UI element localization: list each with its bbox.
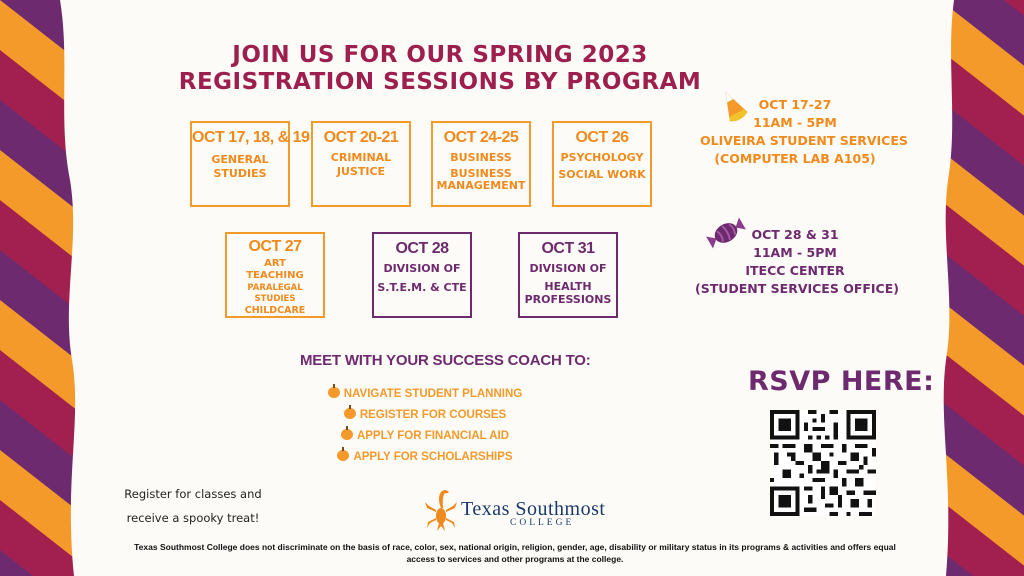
- disclaimer: Texas Southmost College does not discriminate on the basis of race, color, sex, national origin, religion, gender, age, disability or military status in its programs & activities and offers equal access to services and other programs at the college.: [134, 542, 896, 564]
- program-line: HEALTH: [544, 280, 592, 293]
- program-date: OCT 20-21: [323, 129, 399, 146]
- scorpion-logo-icon: [423, 486, 459, 532]
- program-line: SOCIAL WORK: [558, 168, 646, 181]
- logo-text: Texas Southmost: [461, 498, 606, 520]
- pumpkin-icon: [341, 429, 353, 440]
- headline: [160, 42, 720, 96]
- session-time: 11AM - 5PM: [753, 115, 837, 130]
- program-box-psychology: [552, 121, 652, 207]
- coach-list: [310, 384, 540, 468]
- program-line: PARALEGAL STUDIES: [247, 283, 303, 304]
- coach-item: APPLY FOR SCHOLARSHIPS: [310, 447, 540, 468]
- session-info-1: [700, 96, 908, 168]
- program-line: DIVISION OF: [383, 262, 461, 275]
- program-line: PROFESSIONS: [524, 293, 612, 306]
- pumpkin-icon: [344, 408, 356, 419]
- program-line: TEACHING: [246, 270, 304, 281]
- program-box-business: [431, 121, 531, 207]
- rsvp-heading: RSVP HERE:: [748, 366, 935, 397]
- program-line: BUSINESS: [450, 151, 512, 164]
- program-date: OCT 28: [395, 240, 449, 257]
- coach-item: NAVIGATE STUDENT PLANNING: [310, 384, 540, 405]
- program-line: CRIMINAL: [330, 151, 392, 164]
- session-info-2: [695, 226, 899, 298]
- coach-title: MEET WITH YOUR SUCCESS COACH TO:: [300, 352, 591, 369]
- treat-line-2: receive a spooky treat!: [126, 511, 260, 525]
- pumpkin-icon: [337, 450, 349, 461]
- program-line: S.T.E.M. & CTE: [377, 281, 467, 294]
- session-time: 11AM - 5PM: [753, 245, 837, 260]
- treat-message: [118, 482, 268, 530]
- session-place: ITECC CENTER: [745, 263, 845, 278]
- session-room: (COMPUTER LAB A105): [714, 151, 876, 166]
- headline-line-1: JOIN US FOR OUR SPRING 2023: [232, 42, 648, 68]
- program-date: OCT 26: [575, 129, 629, 146]
- program-line: DIVISION OF: [529, 262, 607, 275]
- logo-subtext: COLLEGE: [510, 518, 575, 528]
- left-stripe-border: [0, 0, 80, 576]
- headline-line-2: REGISTRATION SESSIONS BY PROGRAM: [178, 69, 702, 95]
- session-place: OLIVEIRA STUDENT SERVICES: [700, 133, 908, 148]
- treat-line-1: Register for classes and: [124, 487, 262, 501]
- program-line: PSYCHOLOGY: [560, 151, 644, 164]
- program-line: JUSTICE: [336, 165, 386, 178]
- program-line: STUDIES: [213, 167, 267, 180]
- program-box-general-studies: [190, 121, 310, 207]
- session-dates: OCT 28 & 31: [751, 227, 839, 242]
- session-dates: OCT 17-27: [758, 97, 832, 112]
- program-line: BUSINESS: [450, 167, 512, 180]
- program-line: CHILDCARE: [244, 305, 306, 316]
- program-line: ART: [264, 258, 286, 269]
- program-date: OCT 31: [541, 240, 595, 257]
- qr-code[interactable]: [770, 410, 876, 516]
- program-box-health-professions: [518, 232, 618, 318]
- right-stripe-border: [940, 0, 1024, 576]
- program-line: GENERAL: [211, 153, 269, 166]
- program-box-art-teaching: [225, 232, 325, 318]
- program-date: OCT 24-25: [443, 129, 519, 146]
- program-date: OCT 27: [248, 238, 302, 255]
- coach-item: APPLY FOR FINANCIAL AID: [310, 426, 540, 447]
- pumpkin-icon: [328, 387, 340, 398]
- program-box-criminal-justice: [311, 121, 411, 207]
- session-room: (STUDENT SERVICES OFFICE): [695, 281, 899, 296]
- coach-item: REGISTER FOR COURSES: [310, 405, 540, 426]
- program-box-stem-cte: [372, 232, 472, 318]
- program-date: OCT 17, 18, & 19: [192, 129, 310, 146]
- program-line: MANAGEMENT: [436, 179, 526, 192]
